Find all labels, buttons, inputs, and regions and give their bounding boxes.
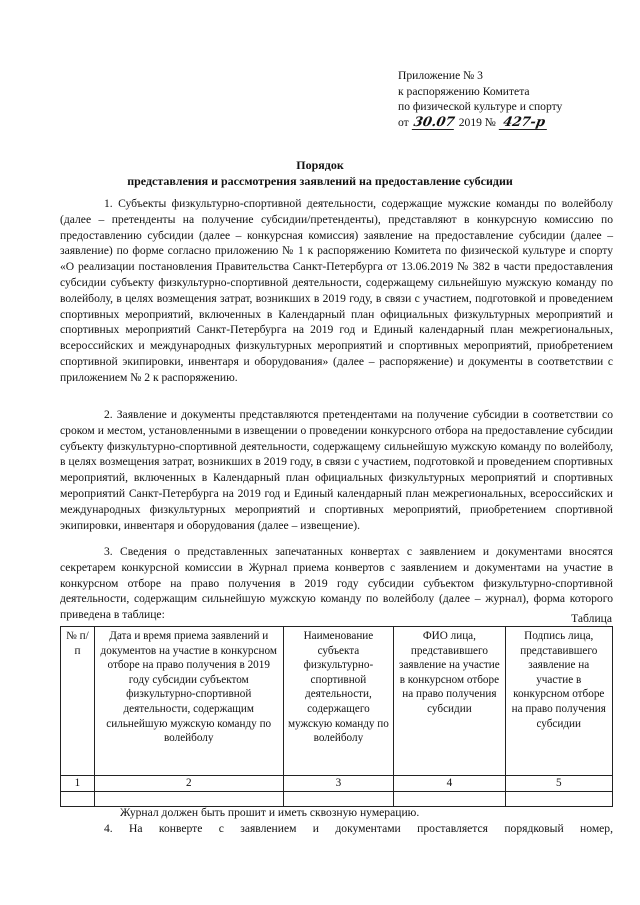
paragraph-4-start: 4. На конверте с заявлением и документами проставляется порядковый номер,: [104, 822, 613, 835]
paragraph-2: 2. Заявление и документы представляются претендентами на получение субсидии в соответствии со сроком и местом, установленными в извещении о проведении конкурсного отбора на предоставление субсидии субъекту физкультурно-спортивной деятельности, содержащему сильнейшую мужскую команду по волейболу, в целях возмещения затрат, возникших в 2019 году, в связи с участием, подготовкой и проведением спортивных мероприятий, включенных в Календарный план официальных физкультурных мероприятий и спортивных мероприятий Санкт-Петербурга на 2019 год и Единый календарный план межрегиональных, всероссийских и международных физкультурных мероприятий и спортивных мероприятий, приобретением спортивной экипировки, инвентаря и оборудования (далее – извещение).: [60, 408, 613, 532]
appendix-line-3: по физической культуре и спорту: [398, 100, 563, 114]
paragraph-3: 3. Сведения о представленных запечатанных конвертах с заявлением и документами вносятся секретарем конкурсной комиссии в Журнал приема конвертов с заявлением и документами на участие в конкурсном отборе на право получения в 2019 году субсидии субъектом физкультурно-спортивной деятельности, содержащим сильнейшую мужскую команду по волейболу (далее – журнал), форма которого приведена в таблице:: [60, 545, 613, 622]
table-empty-cell: [283, 791, 394, 806]
appendix-line-2: к распоряжению Комитета: [398, 84, 530, 98]
appendix-line-1: Приложение № 3: [398, 69, 483, 82]
date-prefix: от: [398, 115, 409, 129]
handwritten-number: 427-р: [499, 116, 549, 130]
table-number-row: [61, 776, 613, 792]
journal-table: [60, 626, 613, 807]
table-empty-cell: [505, 791, 613, 806]
table-header-cell: ФИО лица, представившего заявление на участие в конкурсном отборе на право получения субсидии: [394, 627, 505, 776]
document-title: Порядок: [296, 158, 344, 172]
table-empty-row: [61, 791, 613, 806]
table-header-cell: № п/п: [61, 627, 95, 776]
appendix-date-line: [398, 115, 562, 131]
table-empty-cell: [394, 791, 505, 806]
handwritten-date: 30.07: [412, 114, 456, 130]
table-header-cell: Подпись лица, представившего заявление на участие в конкурсном отборе на право получения субсидии: [505, 627, 613, 776]
journal-note: Журнал должен быть прошит и иметь сквозную нумерацию.: [120, 806, 420, 819]
table-header-cell: Наименование субъекта физкультурно-спортивной деятельности, содержащего мужскую команду по волейболу: [283, 627, 394, 776]
table-empty-cell: [94, 791, 283, 806]
table-header-cell: Дата и время приема заявлений и документов на участие в конкурсном отборе на право получения в 2019 году субсидии субъектом физкультурно-спортивной деятельности, содержащим сильнейшую мужскую команду по волейболу: [94, 627, 283, 776]
table-header-row: [61, 627, 613, 776]
table-number-cell: 4: [394, 776, 505, 792]
table-number-cell: 2: [94, 776, 283, 792]
table-empty-cell: [61, 791, 95, 806]
paragraph-1: 1. Субъекты физкультурно-спортивной деятельности, содержащие мужские команды по волейболу (далее – претенденты на получение субсидии/претенденты), представляют в конкурсную комиссию по предоставлению субсидии (далее – конкурсная комиссия) заявление на предоставление субсидии (далее – заявление) по форме согласно приложению № 1 к распоряжению Комитета по физической культуре и спорту «О реализации постановления Правительства Санкт-Петербурга от 13.06.2019 № 382 в части предоставления субсидии субъекту физкультурно-спортивной деятельности, содержащему сильнейшую мужскую команду по волейболу, в целях возмещения затрат, возникших в 2019 году, в связи с участием, подготовкой и проведением спортивных мероприятий, включенных в Календарный план официальных физкультурных мероприятий и спортивных мероприятий Санкт-Петербурга на 2019 год и Единый календарный план межрегиональных, всероссийских и международных физкультурных мероприятий и спортивных мероприятий, приобретением спортивной экипировки, инвентаря и оборудования» (далее – распоряжение) и документы в соответствии с приложением № 2 к распоряжению.: [60, 197, 613, 384]
table-caption: Таблица: [571, 612, 612, 625]
appendix-block: [398, 68, 562, 130]
year-text: 2019 №: [458, 115, 496, 129]
table-number-cell: 1: [61, 776, 95, 792]
table-number-cell: 3: [283, 776, 394, 792]
document-subtitle: представления и рассмотрения заявлений на предоставление субсидии: [127, 174, 513, 188]
table-number-cell: 5: [505, 776, 613, 792]
